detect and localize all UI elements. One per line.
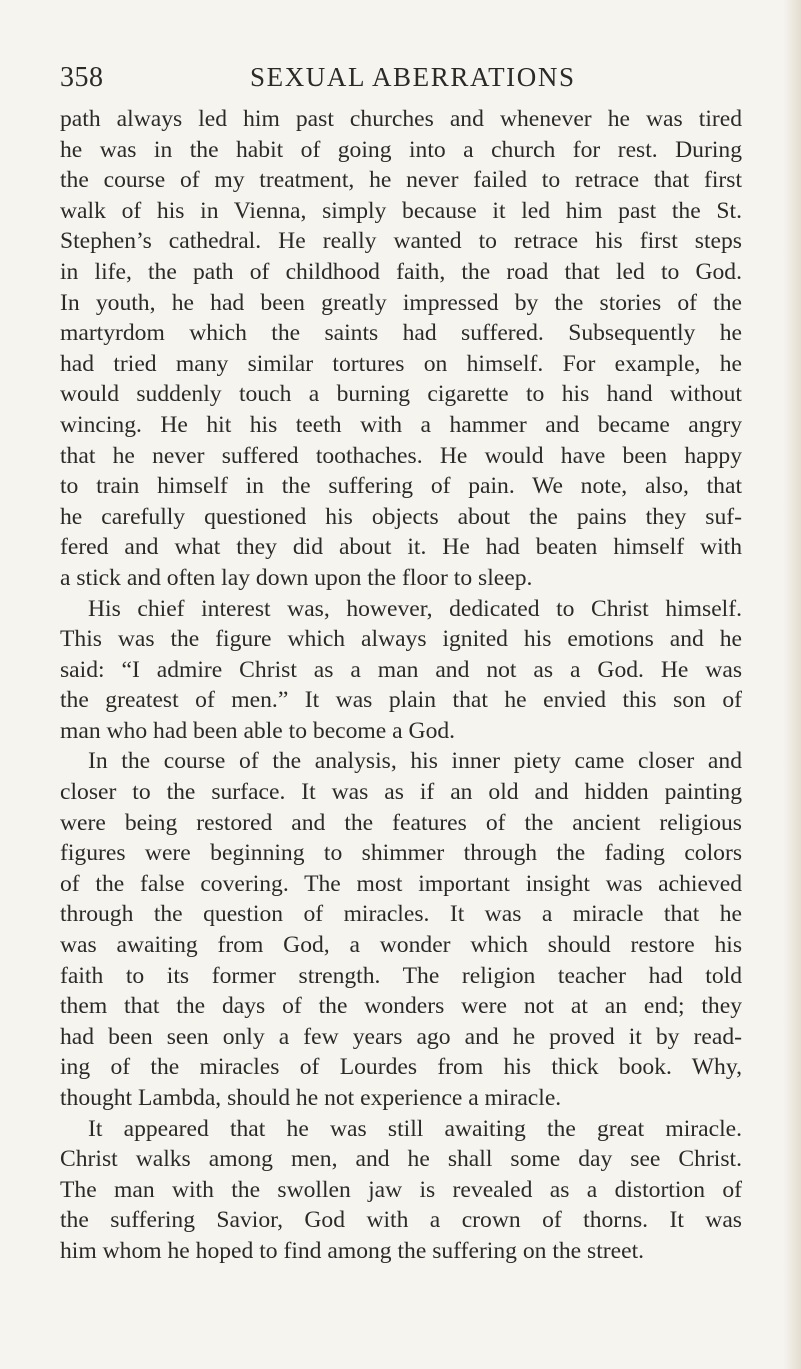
text-line: he was in the habit of going into a church for rest. During xyxy=(60,136,742,163)
text-line: a stick and often lay down upon the floor to sleep. xyxy=(60,564,533,591)
text-line: the greatest of men.” It was plain that he envied this son of xyxy=(60,687,742,714)
text-line: This was the figure which always ignited his emotions and he xyxy=(60,626,742,653)
text-line: Christ walks among men, and he shall some day see Christ. xyxy=(60,1146,742,1173)
text-line: closer to the surface. It was as if an old and hidden painting xyxy=(60,779,742,806)
text-line: the course of my treatment, he never failed to retrace that first xyxy=(60,167,742,194)
text-line: was awaiting from God, a wonder which should restore his xyxy=(60,932,742,959)
text-line: figures were beginning to shimmer through the fading colors xyxy=(60,840,742,867)
text-line: wincing. He hit his teeth with a hammer and became angry xyxy=(60,411,742,438)
text-line: of the false covering. The most important insight was achieved xyxy=(60,870,742,897)
page-number: 358 xyxy=(60,62,104,93)
text-line: The man with the swollen jaw is revealed as a distortion of xyxy=(60,1176,742,1203)
text-line: In the course of the analysis, his inner piety came closer and xyxy=(88,748,742,775)
page-header xyxy=(60,62,740,98)
body-text xyxy=(60,104,742,1267)
text-line: His chief interest was, however, dedicated to Christ himself. xyxy=(88,595,742,622)
text-line: fered and what they did about it. He had beaten himself with xyxy=(60,534,742,561)
text-line: were being restored and the features of the ancient religious xyxy=(60,809,742,836)
text-line: he carefully questioned his objects about the pains they suf- xyxy=(60,503,742,530)
text-line: him whom he hoped to find among the suffering on the street. xyxy=(60,1237,645,1264)
text-line: thought Lambda, should he not experience a miracle. xyxy=(60,1085,562,1111)
text-line: that he never suffered toothaches. He would have been happy xyxy=(60,442,742,469)
text-line: man who had been able to become a God. xyxy=(60,717,456,744)
text-line: through the question of miracles. It was a miracle that he xyxy=(60,901,742,928)
text-line: had been seen only a few years ago and he proved it by read- xyxy=(60,1023,742,1050)
text-line: would suddenly touch a burning cigarette to his hand without xyxy=(60,381,742,408)
text-line: ing of the miracles of Lourdes from his thick book. Why, xyxy=(60,1054,742,1081)
running-head: SEXUAL ABERRATIONS xyxy=(250,62,576,92)
text-line: had tried many similar tortures on himself. For example, he xyxy=(60,350,742,377)
text-line: the suffering Savior, God with a crown of thorns. It was xyxy=(60,1207,742,1234)
text-line: them that the days of the wonders were not at an end; they xyxy=(60,993,742,1020)
text-line: Stephen’s cathedral. He really wanted to retrace his first steps xyxy=(60,228,742,255)
page-edge-shadow xyxy=(783,0,801,1369)
text-line: walk of his in Vienna, simply because it led him past the St. xyxy=(60,197,742,224)
text-line: In youth, he had been greatly impressed by the stories of the xyxy=(60,289,742,316)
text-line: faith to its former strength. The religion teacher had told xyxy=(60,962,742,989)
text-line: It appeared that he was still awaiting the great miracle. xyxy=(88,1115,742,1142)
text-line: said: “I admire Christ as a man and not as a God. He was xyxy=(60,656,742,683)
text-line: path always led him past churches and whenever he was tired xyxy=(60,106,742,132)
text-line: in life, the path of childhood faith, the road that led to God. xyxy=(60,258,742,285)
text-line: martyrdom which the saints had suffered. Subsequently he xyxy=(60,320,742,347)
text-line: to train himself in the suffering of pain. We note, also, that xyxy=(60,473,742,500)
